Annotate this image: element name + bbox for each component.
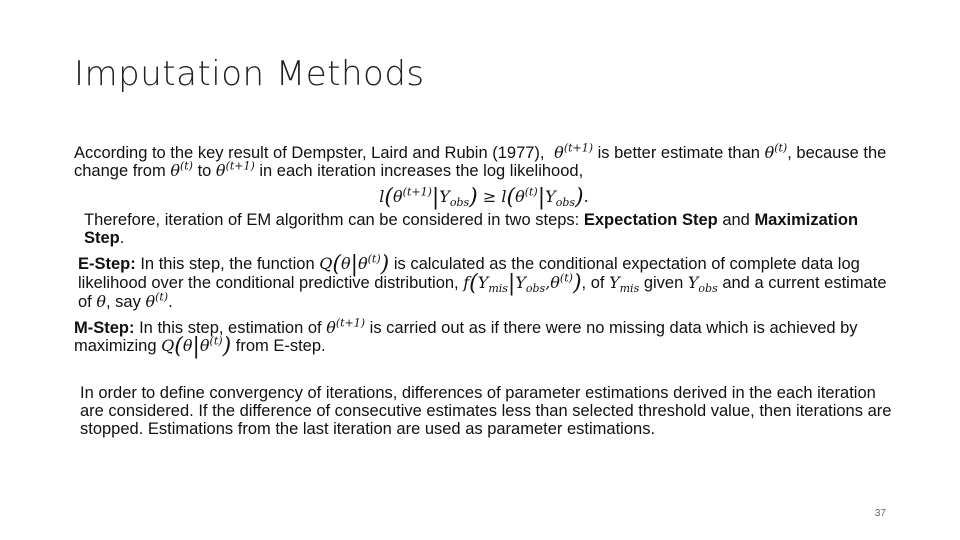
theta-t: $\theta^{(t)}$ [170,159,193,180]
p4-text-a: In this step, estimation of [139,319,322,337]
y-obs: $Y_{obs}$ [687,273,718,296]
y-mis: $Y_{mis}$ [609,273,640,296]
theta-t: $\theta^{(t)}$ [145,290,169,311]
p3-text-g: . [168,293,173,311]
slide-title: Imputation Methods [74,54,425,94]
p3-text-e: and a current estimate of [78,274,887,311]
paragraph-convergence [80,384,894,438]
p3-text-a: In this step, the function [140,255,315,273]
page-number: 37 [874,508,886,519]
paragraph-dempster-laird-rubin [74,141,894,180]
p1-text-d: to [197,162,212,180]
theta-t-plus-1: $\theta^{(t+1)}$ [549,141,594,162]
p4-text-b: is carried out as if there were no missing data which is achieved by maximizing [74,319,858,355]
p3-text-b: is calculated as the conditional expectation of complete data log likelihood over the conditional predictive distribution, [78,255,860,292]
p1-text-b: is better estimate than [597,144,760,162]
paragraph-em-steps [84,211,894,247]
log-likelihood-inequality: $l(\theta^{(t+1)}|Y_{obs}) \ge l(\theta^{(t)}|Y_{obs})$. [379,185,589,210]
q-function: $Q(\theta|\theta^{(t)})$ [161,334,232,359]
paragraph-e-step [78,252,894,311]
theta-t-plus-1: $\theta^{(t+1)}$ [215,159,255,180]
theta-t-plus-1: $\theta^{(t+1)}$ [326,316,366,337]
p3-text-c: , of [581,274,605,292]
predictive-distribution: $f(Y_{mis}|Y_{obs},\theta^{(t)})$ [463,271,582,296]
theta-t: $\theta^{(t)}$ [764,141,788,162]
p2-text-e: . [119,229,125,247]
p1-text-e: in each iteration increases the log likelihood, [259,162,584,180]
p2-text-c: and [722,211,750,229]
m-step-label: M-Step: [74,319,135,337]
paragraph-m-step [74,316,894,359]
p4-text-c: from E-step. [235,337,326,355]
p2-maximization-step: Maximization Step [84,211,859,247]
p2-text-a: Therefore, iteration of EM algorithm can be considered in two steps: [84,211,580,229]
theta: θ [96,292,106,311]
q-function: $Q(\theta|\theta^{(t)})$ [319,252,390,277]
slide-body [74,141,894,446]
p3-text-f: , say [106,293,141,311]
p1-text-c: , because the change from [74,144,887,180]
p5-text: In order to define convergency of iterations, differences of parameter estimations derived in the each iteration are considered. If the difference of consecutive estimates less than selected threshold value, then iterations are stopped. Estimations from the last iteration are used as parameter estimations. [80,384,892,438]
e-step-label: E-Step: [78,255,136,273]
p2-expectation-step: Expectation Step [583,211,718,229]
p3-text-d: given [643,274,684,292]
p1-text-a: According to the key result of Dempster, Laird and Rubin (1977), [74,144,545,162]
